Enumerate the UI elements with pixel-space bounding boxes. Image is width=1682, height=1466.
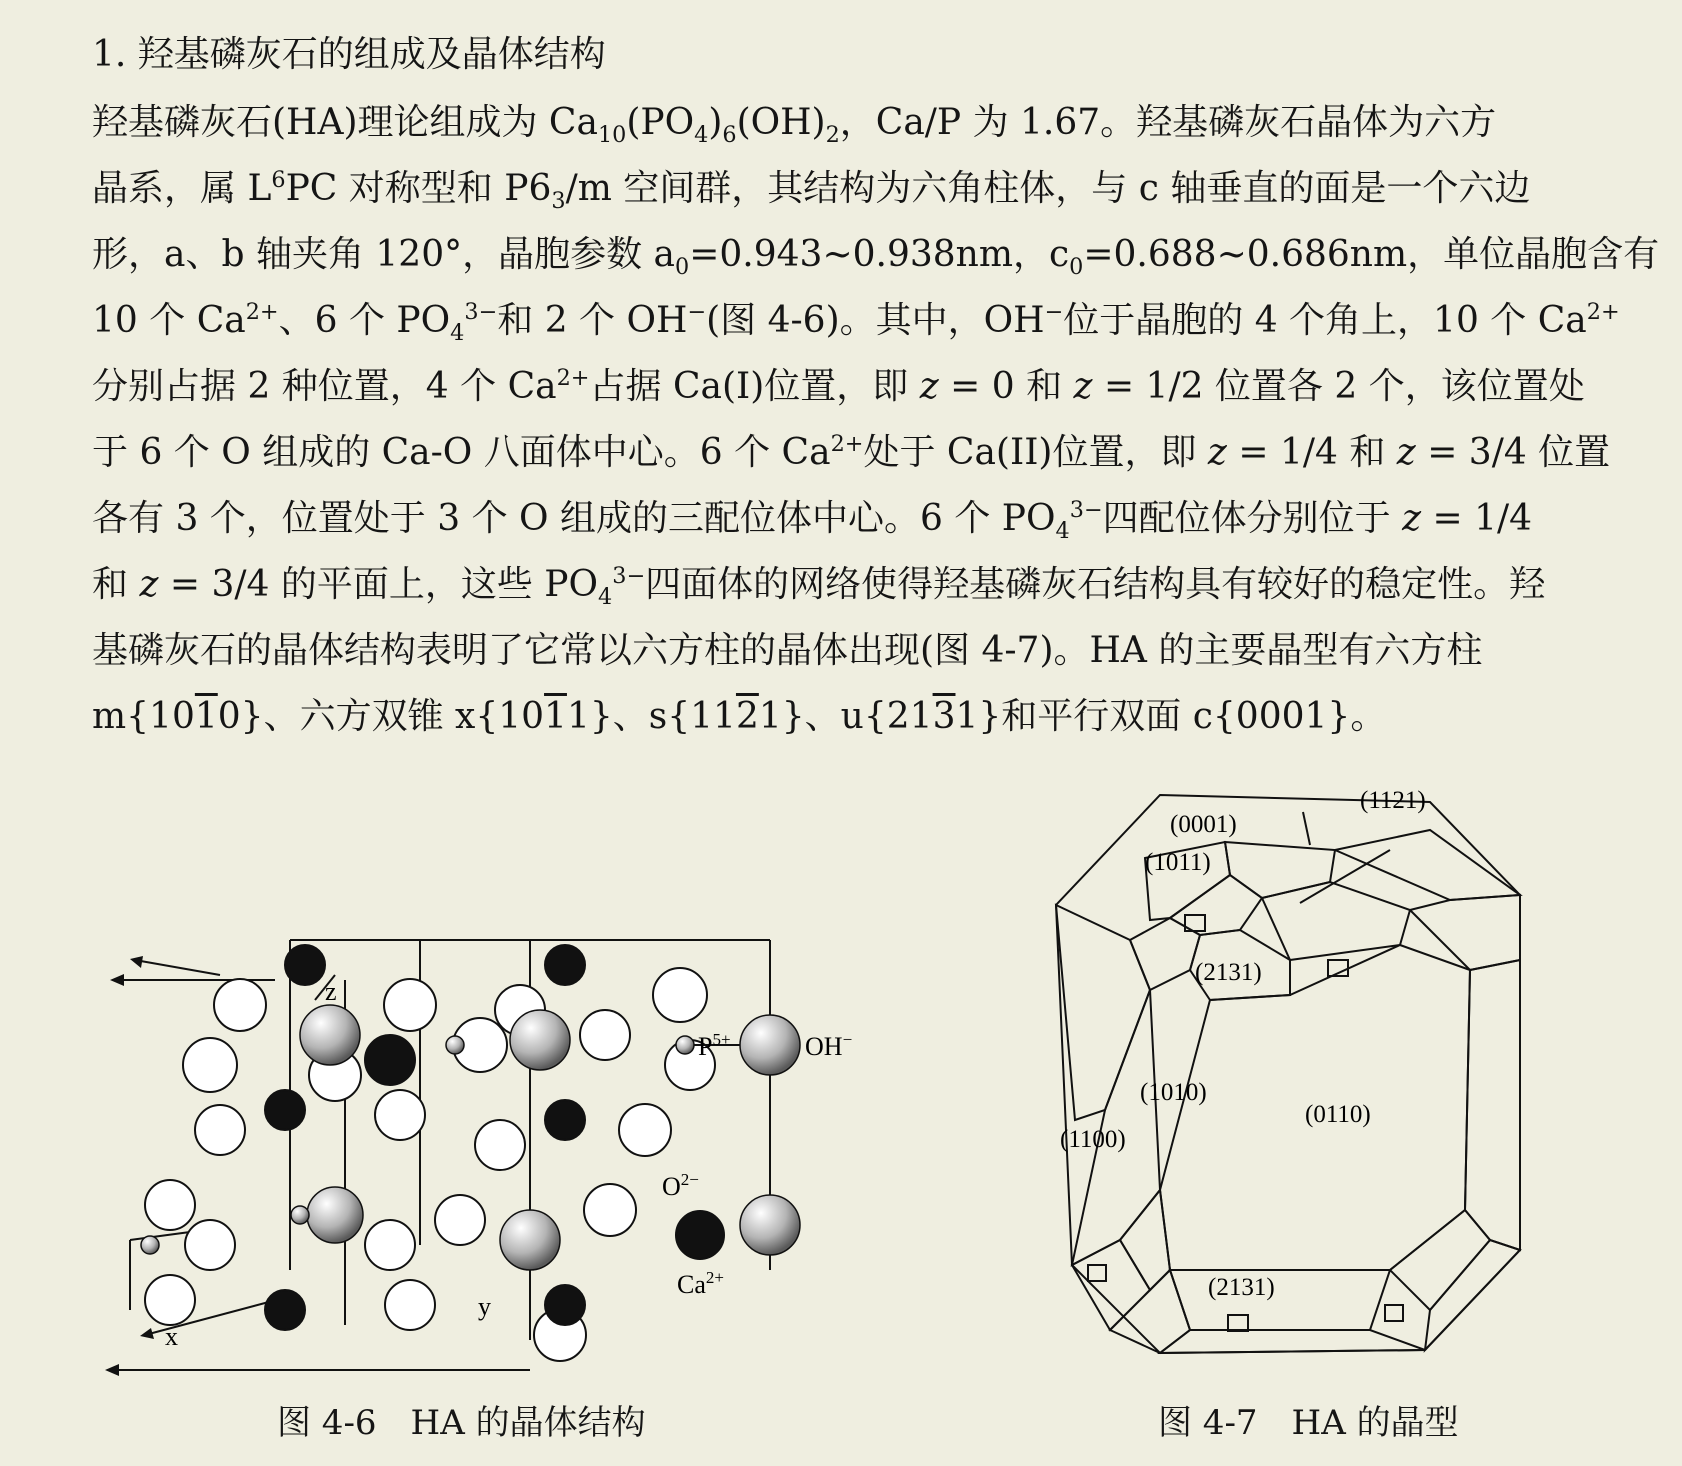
main-paragraph: 羟基磷灰石(HA)理论组成为 $Ca_{10}(PO_4)_6(OH)_2$，Ca/P 为 1.67。羟基磷灰石晶体为六方 晶系，属 $L^6PC$ 对称型和 $P6_3/m$ 空间群，其结构为六角柱体，与 c 轴垂直的面是一个六边 形，a、b 轴夹角 120°，晶胞参数 $a_0=0.943\sim 0.938nm$，$c_0=0.688\sim 0.686nm$，单位晶胞含有 10 个 $Ca^{2+}$、6 个 $PO_4^{3-}$和 2 个 OH−(图 4-6)。其中，OH−位于晶胞的 4 个角上，10 个 $Ca^{2+}$ 分别占据 2 种位置，4 个 $Ca^{2+}$占据 Ca(I)位置，即 z = 0 和 z = 1/2 位置各 2 个，该位置处 于 6 个 O 组成的 Ca-O 八面体中心。6 个 $Ca^{2+}$处于 Ca(II)位置，即 z = 1/4 和 z = 3/4 位置 各有 3 个，位置处于 3 个 O 组成的三配位体中心。6 个 $PO_4^{3-}$四配位体分别位于 z = 1/4 和 z = 3/4 的平面上，这些 $PO_4^{3-}$四面体的网络使得羟基磷灰石结构具有较好的稳定性。羟 基磷灰石的晶体结构表明了它常以六方柱的晶体出现(图 4-7)。HA 的主要晶型有六方柱 m{1010}、六方双锥 x{1011}、s{1121}、u{2131}和平行双面 c{0001}。 bbox=[92, 102, 1660, 737]
face-1100: (1100) bbox=[1060, 1126, 1126, 1153]
face-1011: (1011) bbox=[1145, 849, 1211, 876]
figure-4-6-crystal-structure bbox=[100, 915, 970, 1395]
face-0001: (0001) bbox=[1170, 811, 1237, 838]
y-axis-label: y bbox=[478, 1292, 491, 1321]
oh-label: OH− bbox=[805, 1030, 853, 1061]
z-axis-label: z bbox=[325, 977, 337, 1006]
figure-4-7-caption: 图 4-7 HA 的晶型 bbox=[1158, 1403, 1459, 1443]
section-heading: 1. 羟基磷灰石的组成及晶体结构 bbox=[92, 34, 606, 75]
x-axis-label: x bbox=[165, 1322, 178, 1351]
p5-label: $P^{5+}$ bbox=[698, 1030, 731, 1061]
figure-4-6-caption: 图 4-6 HA 的晶体结构 bbox=[277, 1403, 646, 1443]
face-0110: (0110) bbox=[1305, 1101, 1371, 1128]
ca2-label: $Ca^{2+}$ bbox=[677, 1268, 724, 1299]
face-1121: (1121) bbox=[1360, 787, 1426, 814]
face-1010: (1010) bbox=[1140, 1079, 1207, 1106]
o2-label: $O^{2-}$ bbox=[662, 1170, 699, 1201]
figure-4-7-crystal-habit bbox=[1050, 770, 1550, 1390]
face-2131-upper: (2131) bbox=[1195, 959, 1262, 986]
body-text bbox=[16, 20, 1660, 750]
face-2131-lower: (2131) bbox=[1208, 1274, 1275, 1301]
